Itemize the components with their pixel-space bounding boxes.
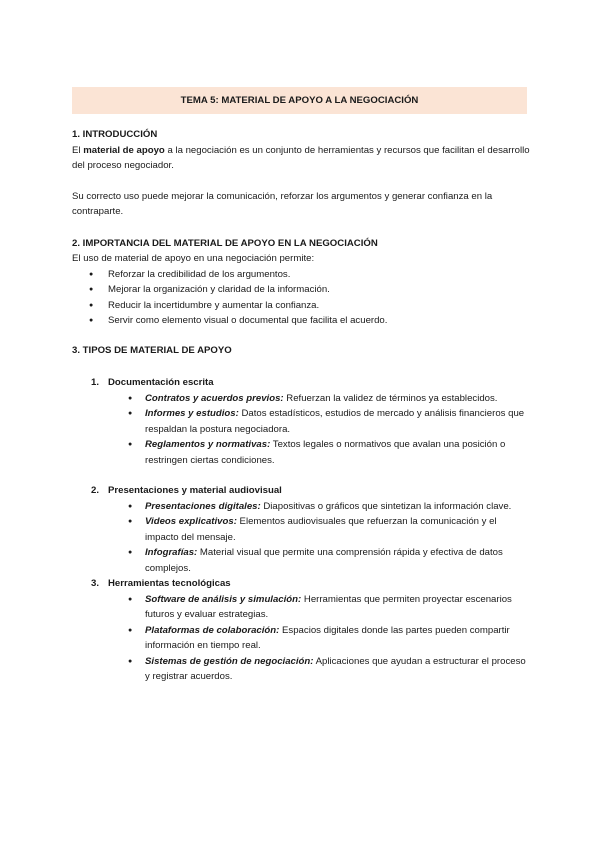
type-group-technology: 3. Herramientas tecnológicas ● Software de análisis y simulación: Herramientas que permiten proyectar escenarios futuros y evaluar estrategias. ● Plataformas de colaboración: Espacios digitales donde las partes pueden compartir información en tiempo real. ● Sistemas de gestión de negociación: Aplicaciones que ayudan a estructurar el proceso y registrar acuerdos. (72, 576, 530, 685)
list-item: ● Plataformas de colaboración: Espacios digitales donde las partes pueden compartir información en tiempo real. (108, 623, 530, 654)
intro-paragraph-1: El material de apoyo a la negociación es un conjunto de herramientas y recursos que facilitan el desarrollo del proceso negociador. (72, 144, 530, 171)
type-group-title: Documentación escrita (108, 377, 214, 388)
list-item: ● Software de análisis y simulación: Herramientas que permiten proyectar escenarios futuros y evaluar estrategias. (108, 592, 530, 623)
page-title: TEMA 5: MATERIAL DE APOYO A LA NEGOCIACIÓN (72, 87, 527, 114)
section-heading-importance: 2. IMPORTANCIA DEL MATERIAL DE APOYO EN LA NEGOCIACIÓN (72, 237, 378, 249)
list-item: ● Presentaciones digitales: Diapositivas o gráficos que sintetizan la información clave. (108, 499, 530, 515)
importance-list (72, 267, 530, 329)
type-group-title: Presentaciones y material audiovisual (108, 485, 282, 496)
intro-paragraph-2: Su correcto uso puede mejorar la comunicación, reforzar los argumentos y generar confianza en la contraparte. (72, 190, 493, 217)
list-item: ● Videos explicativos: Elementos audiovisuales que refuerzan la comunicación y el impacto del mensaje. (108, 514, 530, 545)
list-item: ● Reglamentos y normativas: Textos legales o normativos que avalan una posición o restringen ciertas condiciones. (108, 437, 530, 468)
importance-lead: El uso de material de apoyo en una negociación permite: (72, 253, 315, 264)
section-heading-types: 3. TIPOS DE MATERIAL DE APOYO (72, 344, 232, 356)
type-group-audiovisual: 2. Presentaciones y material audiovisual ● Presentaciones digitales: Diapositivas o gráficos que sintetizan la información clave. ● Videos explicativos: Elementos audiovisuales que refuerzan la comunicación y el impacto del mensaje. ● Infografías: Material visual que permite una comprensión rápida y efectiva de datos complejos. (72, 483, 530, 576)
list-item: ● Contratos y acuerdos previos: Refuerzan la validez de términos ya establecidos. (108, 391, 530, 407)
list-item: ● Reducir la incertidumbre y aumentar la confianza. (72, 298, 530, 314)
list-item: ● Mejorar la organización y claridad de la información. (72, 282, 530, 298)
list-item: ● Reforzar la credibilidad de los argumentos. (72, 267, 530, 283)
type-group-written: 1. Documentación escrita ● Contratos y acuerdos previos: Refuerzan la validez de términos ya establecidos. ● Informes y estudios: Datos estadísticos, estudios de mercado y análisis financieros que respaldan la postura negociadora. ● Reglamentos y normativas: Textos legales o normativos que avalan una posición o restringen ciertas condiciones. (72, 375, 530, 468)
list-item: ● Servir como elemento visual o documental que facilita el acuerdo. (72, 313, 530, 329)
types-list (72, 375, 530, 685)
document-body (72, 127, 530, 685)
intro-term: material de apoyo (83, 144, 165, 156)
list-item: ● Sistemas de gestión de negociación: Aplicaciones que ayudan a estructurar el proceso y registrar acuerdos. (108, 654, 530, 685)
type-group-title: Herramientas tecnológicas (108, 578, 231, 589)
list-item: ● Infografías: Material visual que permite una comprensión rápida y efectiva de datos complejos. (108, 545, 530, 576)
list-item: ● Informes y estudios: Datos estadísticos, estudios de mercado y análisis financieros que respaldan la postura negociadora. (108, 406, 530, 437)
section-heading-intro: 1. INTRODUCCIÓN (72, 129, 158, 140)
